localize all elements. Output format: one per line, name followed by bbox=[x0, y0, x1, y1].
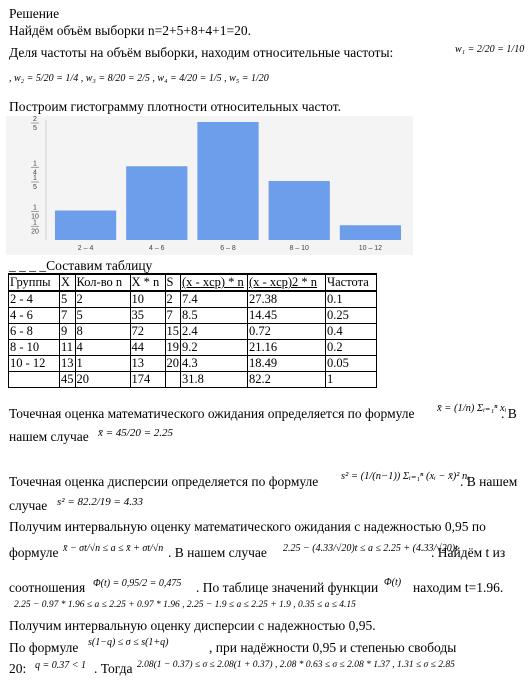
table-cell: 2 bbox=[75, 291, 130, 308]
table-cell: 9.2 bbox=[181, 340, 248, 356]
table-row bbox=[9, 340, 377, 356]
table-header-row bbox=[9, 274, 377, 291]
table-cell: 0.72 bbox=[248, 324, 326, 340]
table-cell: 35 bbox=[130, 308, 165, 324]
rel-freq-formula-w1: w₁ = 2/20 = 1/10 bbox=[455, 44, 525, 55]
table-cell: 14.45 bbox=[248, 308, 326, 324]
interval-var-line1: Получим интервальную оценку дисперсии с надежностью 0,95. bbox=[9, 618, 376, 633]
table-cell: 11 bbox=[61, 340, 74, 354]
table-cell: 0.05 bbox=[326, 356, 377, 372]
svg-text:20: 20 bbox=[31, 228, 39, 236]
interval-mean-formula4: Φ(t) bbox=[384, 577, 402, 588]
header-cell: X * n bbox=[130, 274, 165, 291]
interval-var-line3a: 20: bbox=[9, 661, 27, 676]
x-tick-label: 4 – 6 bbox=[149, 245, 165, 252]
table-cell: 2 - 4 bbox=[9, 291, 60, 308]
histogram-caption: Построим гистограмму плотности относительных частот. bbox=[9, 99, 342, 114]
table-cell bbox=[165, 372, 181, 388]
table-cell: 0.25 bbox=[326, 308, 377, 324]
svg-text:4: 4 bbox=[33, 169, 37, 177]
table-row bbox=[9, 356, 377, 372]
table-cell: 7 bbox=[60, 308, 76, 324]
mean-value: x̄ = 45/20 = 2.25 bbox=[98, 427, 174, 439]
variance-line2: случае bbox=[9, 498, 48, 513]
header-cell: Кол-во n bbox=[75, 274, 130, 291]
header-cell: (x - xср)2 * n bbox=[248, 274, 326, 291]
svg-text:1: 1 bbox=[33, 204, 37, 212]
sample-size-line: Найдём объём выборки n=2+5+8+4+1=20. bbox=[9, 23, 251, 38]
svg-text:2: 2 bbox=[33, 116, 37, 123]
interval-mean-line3b: . По таблице значений функции bbox=[196, 580, 379, 595]
header-cell: Частота bbox=[326, 274, 377, 291]
variance-value: s² = 82.2/19 = 4.33 bbox=[57, 496, 143, 508]
table-cell: 4 - 6 bbox=[9, 308, 60, 324]
table-total-row bbox=[9, 372, 377, 388]
svg-text:1: 1 bbox=[33, 160, 37, 168]
table-cell: 7.4 bbox=[181, 291, 248, 308]
mean-after: . В bbox=[501, 406, 517, 421]
table-cell: 1 bbox=[326, 372, 377, 388]
table-cell: 15 bbox=[166, 324, 179, 338]
interval-mean-line2c: . Найдём t из bbox=[431, 545, 506, 560]
histogram-bar bbox=[197, 122, 258, 240]
svg-text:1: 1 bbox=[33, 175, 37, 182]
table-cell: 10 - 12 bbox=[9, 356, 60, 372]
table-row bbox=[9, 308, 377, 324]
heading: Решение bbox=[9, 6, 60, 21]
table-cell: 10 bbox=[130, 291, 165, 308]
interval-var-formula3: 2.08(1 − 0.37) ≤ σ ≤ 2.08(1 + 0.37) , 2.08 * 0.63 ≤ σ ≤ 2.08 * 1.37 , 1.31 ≤ σ ≤ 2.85 bbox=[137, 660, 455, 670]
table-cell: 13 bbox=[61, 356, 74, 370]
variance-formula: s² = (1/(n−1)) Σᵢ₌₁ⁿ (xᵢ − x̄)² nᵢ bbox=[341, 471, 469, 482]
table-cell: 174 bbox=[130, 372, 165, 388]
table-cell: 82.2 bbox=[248, 372, 326, 388]
mean-text: Точечная оценка математического ожидания определяется по формуле bbox=[9, 406, 415, 421]
interval-mean-line4: 2.25 − 0.97 * 1.96 ≤ a ≤ 2.25 + 0.97 * 1.96 , 2.25 − 1.9 ≤ a ≤ 2.25 + 1.9 , 0.35 ≤ a ≤ 4.15 bbox=[14, 600, 356, 610]
rel-freq-formula-rest: , w₂ = 5/20 = 1/4 , w₃ = 8/20 = 2/5 , w₄ = 4/20 = 1/5 , w₅ = 1/20 bbox=[9, 73, 269, 84]
histogram-bar bbox=[126, 166, 187, 240]
table-intro: _ _ _ _Составим таблицу bbox=[9, 258, 153, 273]
interval-mean-line3a: соотношения bbox=[9, 580, 86, 595]
relative-frequency-histogram bbox=[6, 116, 413, 255]
rel-freq-text: Деля частоты на объём выборки, находим относительные частоты: bbox=[9, 45, 394, 60]
interval-var-line2b: , при надёжности 0,95 и степенью свободы bbox=[209, 640, 457, 655]
interval-var-formula: s(1−q) ≤ σ ≤ s(1+q) bbox=[88, 637, 169, 648]
svg-text:5: 5 bbox=[33, 184, 37, 191]
table-cell: 2.4 bbox=[181, 324, 248, 340]
table-cell: 44 bbox=[130, 340, 165, 356]
interval-mean-line1: Получим интервальную оценку математического ожидания с надежностью 0,95 по bbox=[9, 519, 486, 534]
header-cell: Группы bbox=[9, 274, 60, 291]
svg-text:5: 5 bbox=[33, 125, 37, 132]
interval-mean-line2b: . В нашем случае bbox=[168, 545, 267, 560]
interval-mean-line3c: находим t=1.96. bbox=[413, 580, 504, 595]
table-cell: 1 bbox=[75, 356, 130, 372]
calculation-table bbox=[8, 273, 377, 388]
mean-line2: нашем случае bbox=[9, 429, 89, 444]
table-cell: 4 bbox=[75, 340, 130, 356]
table-cell: 8 bbox=[75, 324, 130, 340]
table-cell: 8 - 10 bbox=[9, 340, 60, 356]
table-cell: 31.8 bbox=[181, 372, 248, 388]
svg-text:10: 10 bbox=[31, 213, 39, 221]
table-cell: 5 bbox=[75, 308, 130, 324]
table-cell: 21.16 bbox=[248, 340, 326, 356]
table-cell: 2 bbox=[165, 291, 181, 308]
table-cell: 27.38 bbox=[248, 291, 326, 308]
table-cell-part: 45 bbox=[61, 372, 74, 386]
table-cell: 4.3 bbox=[181, 356, 248, 372]
interval-mean-line2a: формуле bbox=[9, 545, 59, 560]
table-cell: 5 bbox=[60, 291, 76, 308]
x-tick-label: 10 – 12 bbox=[358, 245, 383, 252]
histogram-bar bbox=[55, 211, 116, 241]
x-tick-label: 8 – 10 bbox=[289, 245, 309, 252]
variance-text: Точечная оценка дисперсии определяется по формуле bbox=[9, 474, 319, 489]
histogram-bar bbox=[269, 181, 330, 240]
interval-var-line2a: По формуле bbox=[9, 640, 79, 655]
table-cell: 0.1 bbox=[326, 291, 377, 308]
svg-text:1: 1 bbox=[33, 219, 37, 227]
table-cell: 7 bbox=[165, 308, 181, 324]
table-cell bbox=[60, 372, 76, 388]
table-cell: 18.49 bbox=[248, 356, 326, 372]
table-cell: 20 bbox=[166, 356, 179, 370]
table-cell: 9 bbox=[60, 324, 76, 340]
x-tick-label: 2 – 4 bbox=[77, 245, 94, 252]
table-row bbox=[9, 324, 377, 340]
variance-after: . В нашем bbox=[460, 474, 518, 489]
interval-mean-formula3: Φ(t) = 0,95/2 = 0,475 bbox=[93, 578, 182, 589]
table-cell: 20 bbox=[75, 372, 130, 388]
table-cell: 8.5 bbox=[181, 308, 248, 324]
table-cell: 0.4 bbox=[326, 324, 377, 340]
table-cell: 0.2 bbox=[326, 340, 377, 356]
interval-mean-formula: x̄ − σt/√n ≤ a ≤ x̄ + σt/√n bbox=[63, 543, 164, 554]
header-cell: S bbox=[165, 274, 181, 291]
mean-formula: x̄ = (1/n) Σᵢ₌₁ⁿ xᵢ bbox=[437, 403, 507, 414]
histogram-bar bbox=[340, 225, 401, 240]
x-tick-label: 6 – 8 bbox=[220, 245, 236, 252]
table-cell: 72 bbox=[130, 324, 165, 340]
table-cell: 19 bbox=[166, 340, 179, 354]
table-cell: 13 bbox=[130, 356, 165, 372]
header-cell: X bbox=[60, 274, 76, 291]
header-cell: (x - xср) * n bbox=[181, 274, 248, 291]
interval-var-line3b: . Тогда bbox=[94, 661, 133, 676]
table-cell bbox=[9, 372, 60, 388]
table-row bbox=[9, 291, 377, 308]
interval-var-formula2: q = 0.37 < 1 bbox=[35, 660, 86, 671]
table-cell: 6 - 8 bbox=[9, 324, 60, 340]
interval-mean-formula2: 2.25 − (4.33/√20)t ≤ a ≤ 2.25 + (4.33/√20)t bbox=[283, 543, 458, 554]
